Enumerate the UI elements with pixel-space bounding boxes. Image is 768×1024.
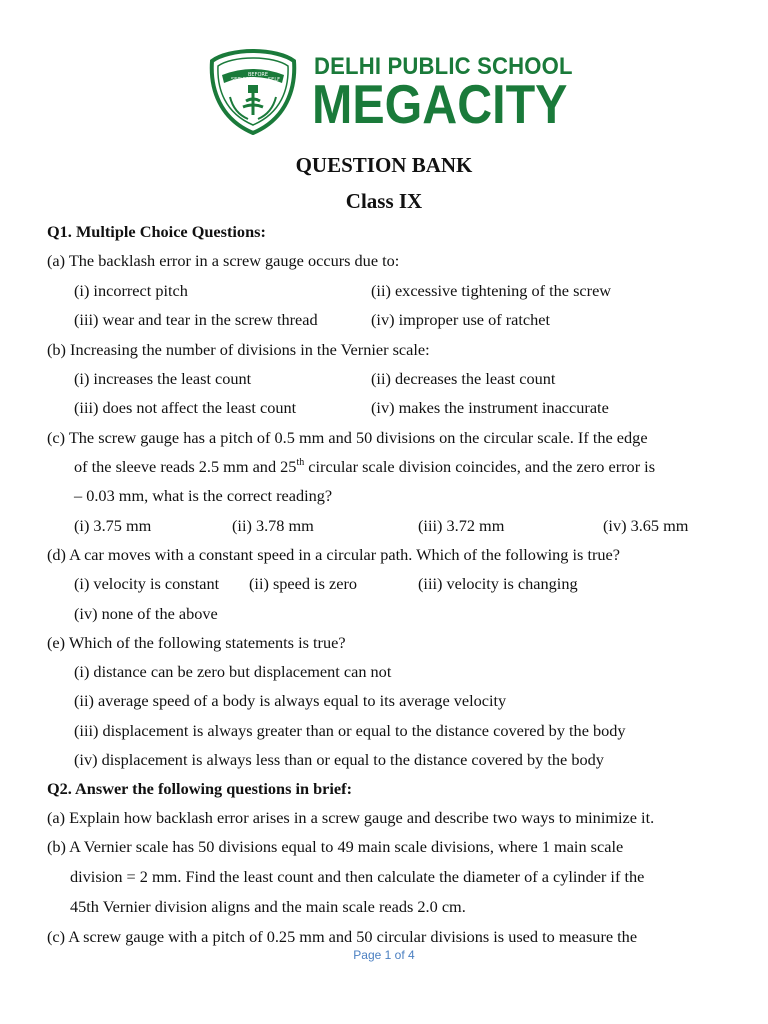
q2b-question-line1: (b) A Vernier scale has 50 divisions equal to 49 main scale divisions, where 1 main scale (47, 837, 624, 856)
q2-heading: Q2. Answer the following questions in brief: (47, 779, 352, 798)
svg-text:SELF: SELF (268, 77, 280, 83)
q1b-option-3: (iii) does not affect the least count (74, 398, 297, 417)
q1b-option-4: (iv) makes the instrument inaccurate (371, 398, 609, 417)
q1d-option-4: (iv) none of the above (74, 604, 218, 623)
q1b-option-2: (ii) decreases the least count (371, 369, 556, 388)
q2b-question-line3: 45th Vernier division aligns and the main scale reads 2.0 cm. (70, 897, 466, 916)
svg-text:SERVICE: SERVICE (231, 77, 253, 83)
school-emblem-icon (208, 49, 298, 135)
q1e-option-2: (ii) average speed of a body is always equal to its average velocity (74, 691, 507, 710)
q1a-option-2: (ii) excessive tightening of the screw (371, 281, 612, 300)
q1d-question: (d) A car moves with a constant speed in a circular path. Which of the following is true? (47, 545, 620, 564)
q2b-question-line2: division = 2 mm. Find the least count and then calculate the diameter of a cylinder if the (70, 867, 645, 886)
school-logo (200, 45, 573, 140)
q1d-option-3: (iii) velocity is changing (418, 574, 578, 593)
q1a-option-4: (iv) improper use of ratchet (371, 310, 551, 329)
page-title: QUESTION BANK (295, 153, 473, 177)
q1c-question-line2: of the sleeve reads 2.5 mm and 25th circular scale division coincides, and the zero error is (74, 456, 656, 476)
q1c-option-1: (i) 3.75 mm (74, 516, 152, 535)
q1e-option-4: (iv) displacement is always less than or equal to the distance covered by the body (74, 750, 604, 769)
page-number: Page 1 of 4 (353, 948, 415, 962)
q2a-question: (a) Explain how backlash error arises in a screw gauge and describe two ways to minimize it. (47, 808, 655, 827)
q1d-option-2: (ii) speed is zero (249, 574, 358, 593)
q1c-option-3: (iii) 3.72 mm (418, 516, 505, 535)
school-name-line1: DELHI PUBLIC SCHOOL (314, 53, 573, 80)
q1e-option-1: (i) distance can be zero but displacement can not (74, 662, 392, 681)
q1b-option-1: (i) increases the least count (74, 369, 252, 388)
q1c-question-line3: – 0.03 mm, what is the correct reading? (74, 486, 333, 505)
q2c-question-line1: (c) A screw gauge with a pitch of 0.25 mm and 50 circular divisions is used to measure the (47, 927, 638, 946)
q1a-option-1: (i) incorrect pitch (74, 281, 188, 300)
q1c-question-line1: (c) The screw gauge has a pitch of 0.5 mm and 50 divisions on the circular scale. If the edge (47, 428, 648, 447)
q1c-option-4: (iv) 3.65 mm (603, 516, 689, 535)
q1d-option-1: (i) velocity is constant (74, 574, 220, 593)
class-title: Class IX (345, 189, 423, 213)
school-name-line2: MEGACITY (312, 73, 568, 135)
q1e-question: (e) Which of the following statements is true? (47, 633, 346, 652)
q1-heading: Q1. Multiple Choice Questions: (47, 222, 266, 241)
q1a-option-3: (iii) wear and tear in the screw thread (74, 310, 318, 329)
q1c-option-2: (ii) 3.78 mm (232, 516, 314, 535)
q1e-option-3: (iii) displacement is always greater than or equal to the distance covered by the body (74, 721, 626, 740)
q1b-question: (b) Increasing the number of divisions in the Vernier scale: (47, 340, 430, 359)
svg-text:BEFORE: BEFORE (248, 72, 269, 78)
q1a-question: (a) The backlash error in a screw gauge occurs due to: (47, 251, 400, 270)
